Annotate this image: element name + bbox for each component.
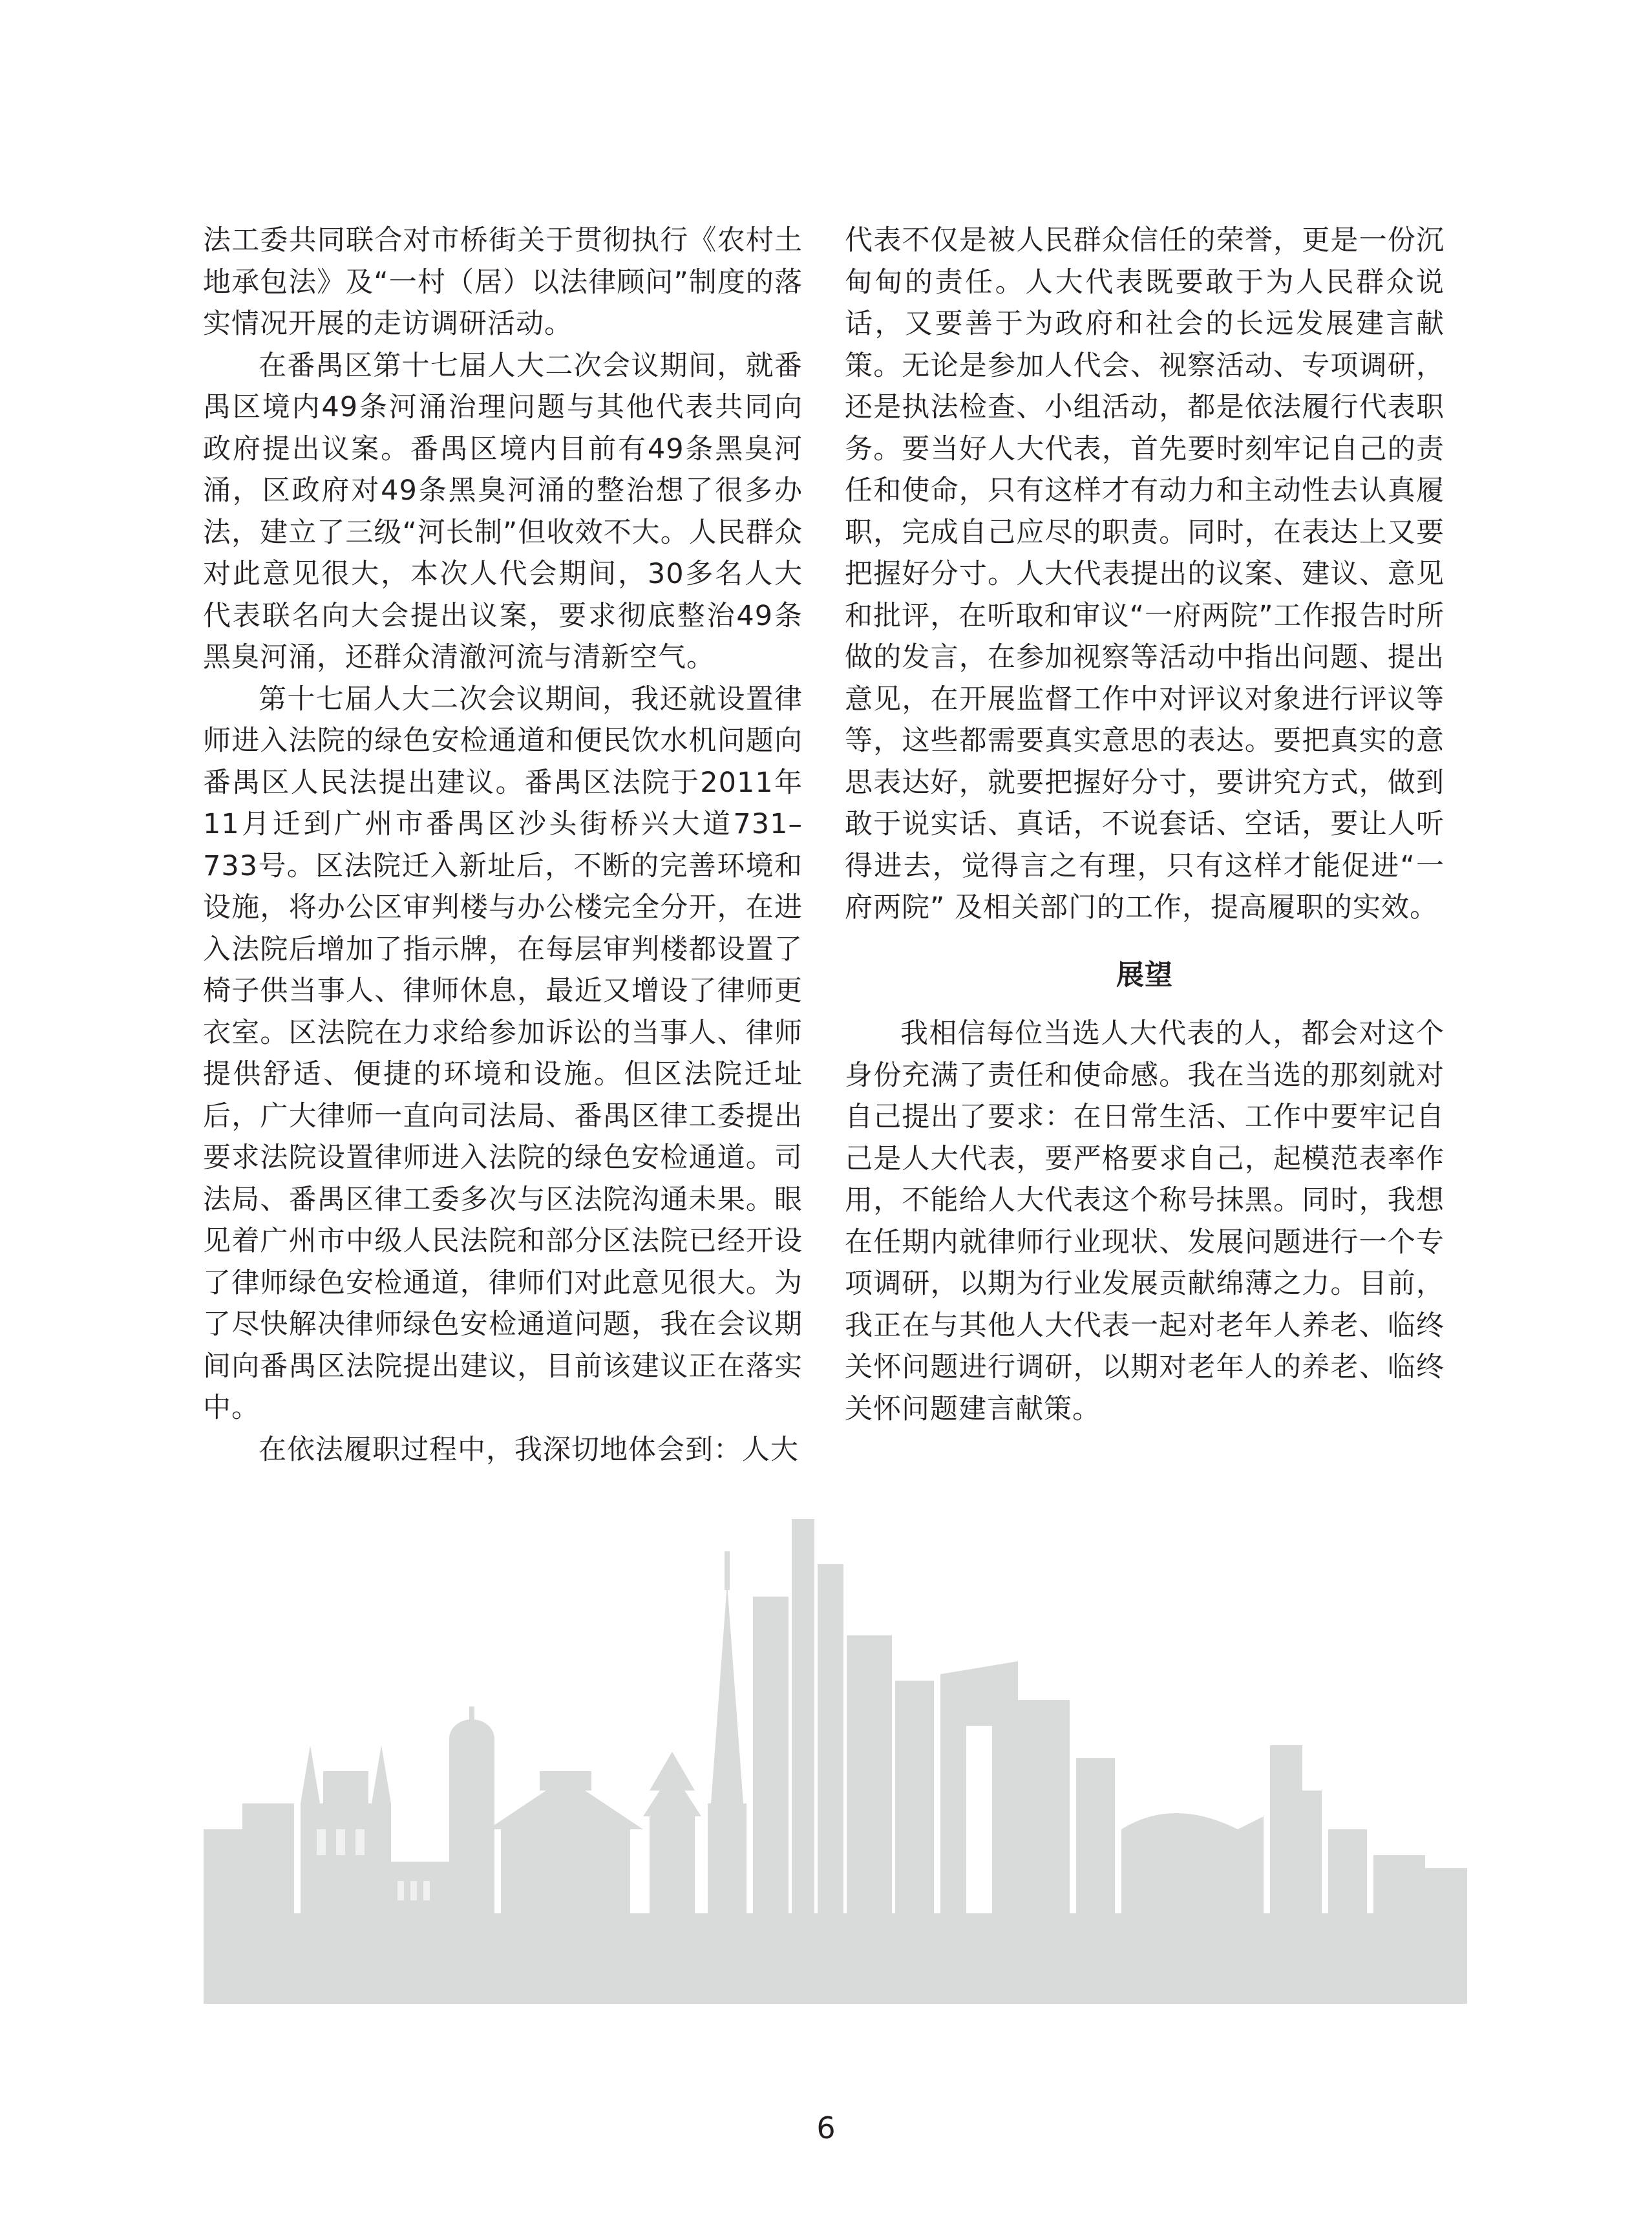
- city-skyline-illustration: [204, 1467, 1467, 2004]
- page-number: 6: [816, 2110, 836, 2145]
- paragraph: 代表不仅是被人民群众信任的荣誉，更是一份沉甸甸的责任。人大代表既要敢于为人民群众说话，又要善于为政府和社会的长远发展建言献策。无论是参加人代会、视察活动、专项调研，还是执法检查、小组活动，都是依法履行代表职务。要当好人大代表，首先要时刻牢记自己的责任和使命，只有这样才有动力和主动性去认真履职，完成自己应尽的职责。同时，在表达上又要把握好分寸。人大代表提出的议案、建议、意见和批评，在听取和审议“一府两院”工作报告时所做的发言，在参加视察等活动中指出问题、提出意见，在开展监督工作中对评议对象进行评议等等，这些都需要真实意思的表达。要把真实的意思表达好，就要把握好分寸，要讲究方式，做到敢于说实话、真话，不说套话、空话，要让人听得进去，觉得言之有理，只有这样才能促进“一府两院” 及相关部门的工作，提高履职的实效。: [845, 224, 1445, 924]
- right-column: [845, 220, 1445, 1430]
- paragraph: 我相信每位当选人大代表的人，都会对这个身份充满了责任和使命感。我在当选的那刻就对自己提出了要求：在日常生活、工作中要牢记自己是人大代表，要严格要求自己，起模范表率作用，不能给人大代表这个称号抹黑。同时，我想在任期内就律师行业现状、发展问题进行一个专项调研，以期为行业发展贡献绵薄之力。目前，我正在与其他人大代表一起对老年人养老、临终关怀问题进行调研，以期对老年人的养老、临终关怀问题建言献策。: [845, 1017, 1445, 1425]
- paragraph: 法工委共同联合对市桥街关于贯彻执行《农村土地承包法》及“一村（居）以法律顾问”制度的落实情况开展的走访调研活动。: [203, 224, 803, 340]
- section-heading: 展望: [1116, 959, 1173, 992]
- paragraph: 第十七届人大二次会议期间，我还就设置律师进入法院的绿色安检通道和便民饮水机问题向番禺区人民法提出建议。番禺区法院于2011年11月迁到广州市番禺区沙头街桥兴大道731–733号。区法院迁入新址后，不断的完善环境和设施，将办公区审判楼与办公楼完全分开，在进入法院后增加了指示牌，在每层审判楼都设置了椅子供当事人、律师休息，最近又增设了律师更衣室。区法院在力求给参加诉讼的当事人、律师提供舒适、便捷的环境和设施。但区法院迁址后，广大律师一直向司法局、番禺区律工委提出要求法院设置律师进入法院的绿色安检通道。司法局、番禺区律工委多次与区法院沟通未果。眼见着广州市中级人民法院和部分区法院已经开设了律师绿色安检通道，律师们对此意见很大。为了尽快解决律师绿色安检通道问题，我在会议期间向番禺区法院提出建议，目前该建议正在落实中。: [203, 683, 803, 1424]
- paragraph: 在依法履职过程中，我深切地体会到：人大: [259, 1433, 799, 1466]
- paragraph: 在番禺区第十七届人大二次会议期间，就番禺区境内49条河涌治理问题与其他代表共同向政府提出议案。番禺区境内目前有49条黑臭河涌，区政府对49条黑臭河涌的整治想了很多办法，建立了三级“河长制”但收效不大。人民群众对此意见很大，本次人代会期间，30多名人大代表联名向大会提出议案，要求彻底整治49条黑臭河涌，还群众清澈河流与清新空气。: [203, 349, 803, 674]
- left-column: [203, 220, 803, 1471]
